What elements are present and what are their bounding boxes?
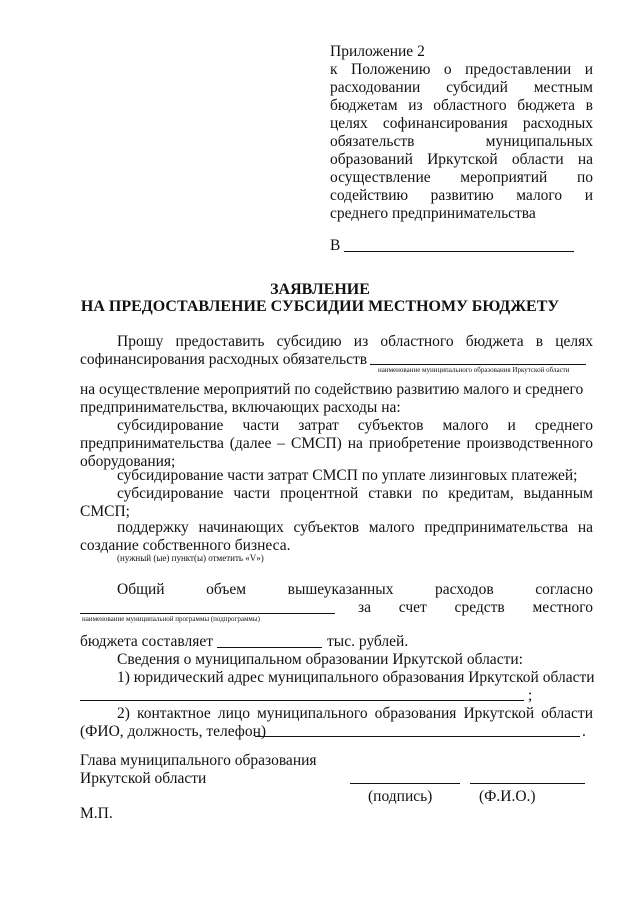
total-line: Общий объем вышеуказанных расходов согласно — [117, 581, 593, 598]
budget-suffix: тыс. рублей. — [327, 633, 409, 650]
appendix-line: осуществление мероприятий по — [330, 169, 593, 186]
info-heading: Сведения о муниципальном образовании Иркутской области: — [117, 651, 523, 668]
municipality-field[interactable] — [370, 364, 586, 365]
expenses-line: предпринимательства, включающих расходы на: — [80, 399, 401, 416]
contact-label: 2) контактное лицо муниципального образования Иркутской области — [117, 705, 593, 722]
head-title: Иркутской области — [80, 770, 207, 787]
budget-amount-field[interactable] — [217, 647, 322, 648]
appendix-line: целях софинансирования расходных — [330, 115, 593, 132]
option-credit: СМСП; — [80, 503, 130, 520]
contact-field[interactable] — [255, 736, 580, 737]
appendix-line: к Положению о предоставлении и — [330, 61, 593, 78]
option-startup: создание собственного бизнеса. — [80, 537, 291, 554]
request-line: софинансирования расходных обязательств — [80, 351, 368, 368]
option-equipment: предпринимательства (далее – СМСП) на приобретение производственного — [80, 435, 593, 452]
option-equipment: субсидирование части затрат субъектов малого и среднего — [117, 417, 593, 434]
contact-label: (ФИО, должность, телефон) — [80, 723, 267, 740]
document-subtitle: НА ПРЕДОСТАВЛЕНИЕ СУБСИДИИ МЕСТНОМУ БЮДЖЕТУ — [80, 298, 560, 315]
appendix-line: обязательств муниципальных — [330, 133, 593, 150]
total-line: за счет средств местного — [358, 599, 593, 616]
name-caption: (Ф.И.О.) — [479, 788, 536, 805]
expenses-line: на осуществление мероприятий по содействию развитию малого и среднего — [80, 381, 584, 398]
option-equipment: оборудования; — [80, 453, 176, 470]
contact-end: . — [582, 723, 586, 740]
request-line: Прошу предоставить субсидию из областного бюджета в целях — [117, 333, 593, 350]
signature-caption: (подпись) — [368, 788, 433, 805]
signature-field[interactable] — [350, 783, 460, 784]
appendix-line: среднего предпринимательства — [330, 205, 536, 222]
name-field[interactable] — [470, 783, 585, 784]
budget-prefix: бюджета составляет — [80, 633, 214, 650]
addressee-prefix: В — [330, 237, 341, 254]
addressee-field[interactable] — [344, 251, 574, 252]
appendix-line: образований Иркутской области на — [330, 151, 593, 168]
appendix-line: содействию развитию малого и — [330, 187, 593, 204]
mark-note: (нужный (ые) пункт(ы) отметить «V») — [117, 553, 264, 563]
appendix-line: бюджетам из областного бюджета в — [330, 97, 593, 114]
option-credit: субсидирование части процентной ставки по кредитам, выданным — [117, 485, 593, 502]
document-title: ЗАЯВЛЕНИЕ — [270, 281, 370, 298]
program-field[interactable] — [80, 613, 335, 614]
legal-address-label: 1) юридический адрес муниципального образования Иркутской области — [117, 669, 595, 686]
appendix-title: Приложение 2 — [330, 43, 425, 60]
appendix-line: расходовании субсидий местным — [330, 79, 593, 96]
option-leasing: субсидирование части затрат СМСП по уплате лизинговых платежей; — [117, 467, 578, 484]
head-title: Глава муниципального образования — [80, 752, 317, 769]
municipality-caption: наименование муниципального образования Иркутской области — [378, 366, 570, 374]
stamp-label: М.П. — [80, 805, 113, 822]
legal-address-field[interactable] — [80, 700, 524, 701]
option-startup: поддержку начинающих субъектов малого предпринимательства на — [117, 519, 593, 536]
legal-address-end: ; — [528, 687, 533, 704]
program-caption: наименование муниципальной программы (подпрограммы) — [82, 615, 260, 623]
